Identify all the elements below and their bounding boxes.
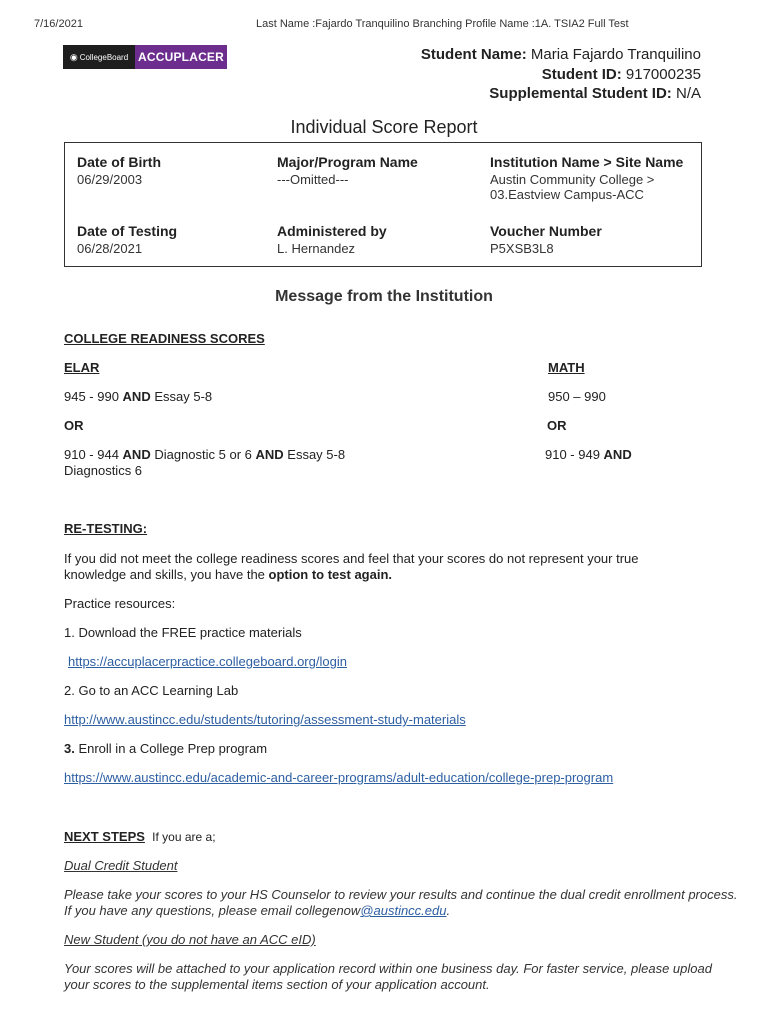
math-or: OR <box>547 418 567 433</box>
readiness-heading: COLLEGE READINESS SCORES <box>64 331 265 346</box>
math-score-line-1: 950 – 990 <box>548 389 606 404</box>
new-student-heading: New Student (you do not have an ACC eID) <box>64 932 316 947</box>
new-student-paragraph-line-2: your scores to the supplemental items section of your application account. <box>64 977 490 992</box>
message-title: Message from the Institution <box>275 288 493 305</box>
practice-materials-link[interactable]: https://accuplacerpractice.collegeboard.org/login <box>68 654 347 669</box>
elar-score-line-2: 910 - 944 AND Diagnostic 5 or 6 AND Essay 5-8 <box>64 447 346 462</box>
retesting-paragraph-line-1: If you did not meet the college readiness scores and feel that your scores do not represent your true <box>64 551 639 566</box>
study-materials-link[interactable]: http://www.austincc.edu/students/tutoring/assessment-study-materials <box>64 712 466 727</box>
dual-credit-heading: Dual Credit Student <box>64 858 178 873</box>
retesting-heading: RE-TESTING: <box>64 521 148 536</box>
math-score-line-2: 910 - 949 AND <box>545 447 632 462</box>
math-heading: MATH <box>548 360 585 375</box>
college-prep-link[interactable]: https://www.austincc.edu/academic-and-career-programs/adult-education/college-prep-program <box>64 770 614 785</box>
print-header-title: Last Name :Fajardo Tranquilino Branching Profile Name :1A. TSIA2 Full Test <box>256 18 629 30</box>
elar-or: OR <box>64 418 84 433</box>
student-id: Student ID: 917000235 <box>541 66 701 83</box>
dual-credit-paragraph-line-2: If you have any questions, please email collegenow@austincc.edu. <box>64 903 451 918</box>
print-date: 7/16/2021 <box>34 18 83 30</box>
major-program: Major/Program Name ---Omitted--- <box>277 154 418 187</box>
retesting-paragraph-line-2: knowledge and skills, you have the option to test again. <box>64 567 393 582</box>
new-student-paragraph-line-1: Your scores will be attached to your application record within one business day. For faster service, please upload <box>64 961 712 976</box>
accuplacer-wordmark: ACCUPLACER <box>135 45 227 69</box>
elar-heading: ELAR <box>64 360 100 375</box>
collegenow-email-link[interactable]: @austincc.edu <box>360 903 447 918</box>
collegeboard-acorn-icon: ◉ <box>69 51 78 62</box>
practice-step-1: 1. Download the FREE practice materials <box>64 625 302 640</box>
practice-resources-label: Practice resources: <box>64 596 176 611</box>
elar-score-line-3: Diagnostics 6 <box>64 463 143 478</box>
collegeboard-wordmark: CollegeBoard <box>79 52 129 62</box>
practice-step-3: 3. Enroll in a College Prep program <box>64 741 268 756</box>
accuplacer-logo <box>63 45 227 69</box>
elar-score-line-1: 945 - 990 AND Essay 5-8 <box>64 389 213 404</box>
date-of-testing: Date of Testing 06/28/2021 <box>77 223 178 256</box>
administered-by: Administered by L. Hernandez <box>277 223 387 256</box>
report-title: Individual Score Report <box>290 117 478 137</box>
next-steps-line: NEXT STEPS If you are a; <box>64 829 216 844</box>
dual-credit-paragraph-line-1: Please take your scores to your HS Counselor to review your results and continue the dual credit enrollment process. <box>64 887 738 902</box>
date-of-birth: Date of Birth 06/29/2003 <box>77 154 161 187</box>
collegeboard-logo <box>63 45 135 69</box>
supplemental-student-id: Supplemental Student ID: N/A <box>489 85 701 102</box>
practice-step-2: 2. Go to an ACC Learning Lab <box>64 683 239 698</box>
voucher-number: Voucher Number P5XSB3L8 <box>490 223 602 256</box>
institution-site: Institution Name > Site Name Austin Community College > 03.Eastview Campus-ACC <box>490 154 684 202</box>
student-name: Student Name: Maria Fajardo Tranquilino <box>420 46 701 63</box>
student-info-box <box>64 142 702 267</box>
